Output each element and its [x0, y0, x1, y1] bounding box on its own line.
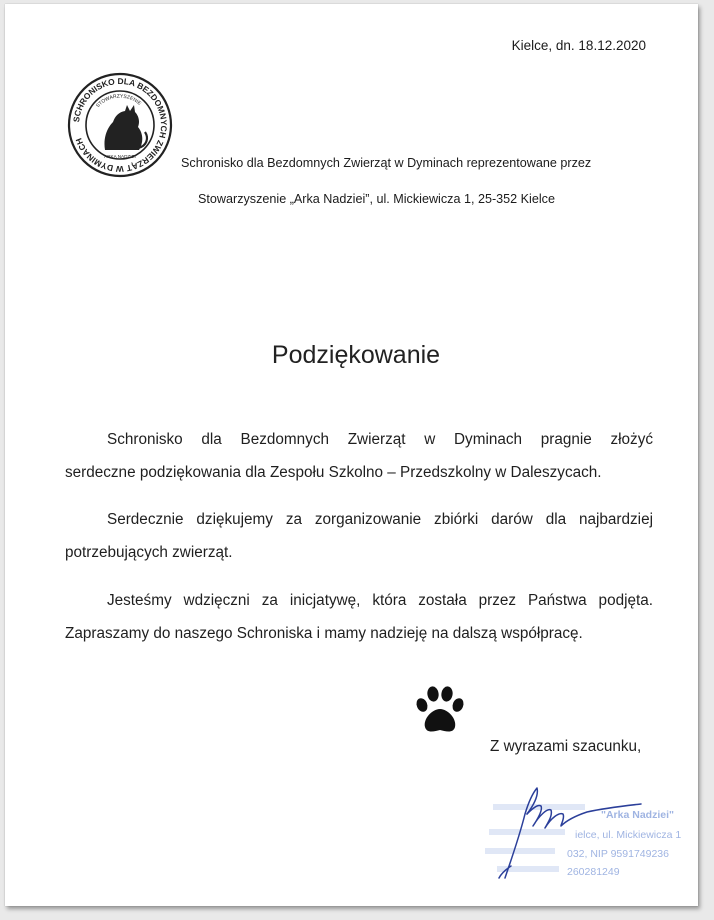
paw-print-icon — [414, 685, 466, 737]
stamp-line-2: ielce, ul. Mickiewicza 1 — [575, 829, 682, 841]
paragraph-1-line-2: serdeczne podziękowania dla Zespołu Szkolno – Przedszkolny w Daleszycach. — [65, 464, 602, 481]
shelter-seal — [67, 72, 173, 178]
paragraph-1-line-1: Schronisko dla Bezdomnych Zwierząt w Dyminach pragnie złożyć — [107, 431, 653, 448]
stamp-line-1: "Arka Nadziei" — [601, 809, 674, 821]
paragraph-3 — [65, 584, 653, 650]
paragraph-3-line-2: Zapraszamy do naszego Schroniska i mamy nadzieję na dalszą współpracę. — [65, 625, 583, 642]
letter-title: Podziękowanie — [271, 341, 441, 369]
paragraph-2 — [65, 503, 653, 569]
organization-line-2: Stowarzyszenie „Arka Nadziei”, ul. Mickiewicza 1, 25-352 Kielce — [198, 192, 555, 206]
seal-inner-text: STOWARZYSZENIE — [95, 93, 143, 110]
organization-line-1: Schronisko dla Bezdomnych Zwierząt w Dyminach reprezentowane przez — [181, 156, 592, 170]
paragraph-2-line-1: Serdecznie dziękujemy za zorganizowanie zbiórki darów dla najbardziej — [107, 511, 653, 528]
organization-stamp — [475, 774, 705, 884]
closing-salutation: Z wyrazami szacunku, — [490, 738, 642, 755]
seal-center-text: ARKA NADZIEI — [104, 154, 136, 159]
place-date: Kielce, dn. 18.12.2020 — [511, 38, 646, 53]
letter-page — [5, 4, 698, 906]
stamp-line-4: 260281249 — [567, 866, 620, 878]
seal-ring-text: SCHRONISKO DLA BEZDOMNYCH ZWIERZĄT W DYMINACH — [71, 75, 170, 175]
paragraph-2-line-2: potrzebujących zwierząt. — [65, 544, 233, 561]
paragraph-1 — [65, 423, 653, 489]
cat-silhouette-icon — [104, 105, 146, 150]
stamp-line-3: 032, NIP 9591749236 — [567, 848, 669, 860]
paragraph-3-line-1: Jesteśmy wdzięczni za inicjatywę, która została przez Państwa podjęta. — [107, 592, 653, 609]
